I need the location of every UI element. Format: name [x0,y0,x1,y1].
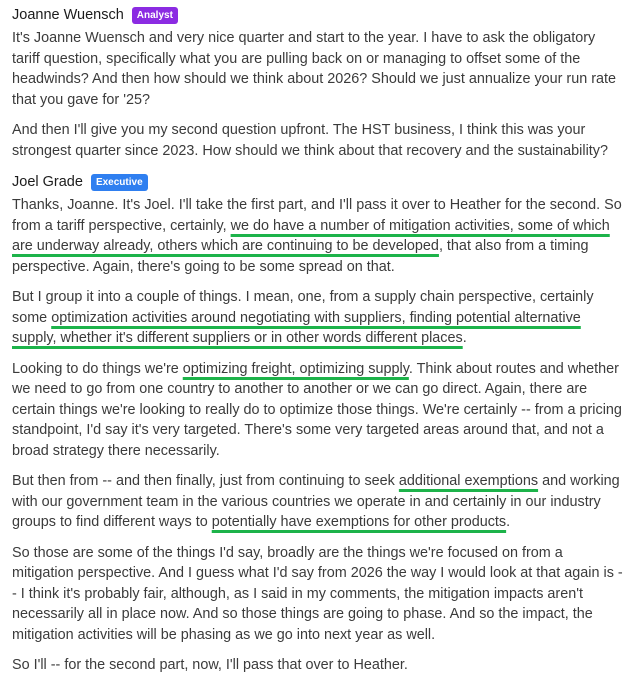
paragraph: So I'll -- for the second part, now, I'll pass that over to Heather. [12,657,408,673]
speaker-name: Joel Grade [12,174,83,190]
text-run: Thanks, Joanne. It's Joel. I'll take the first part, and I'll pass it over to Heather for the second. So from a tariff perspective, certainly, [12,197,622,234]
paragraph: It's Joanne Wuensch and very nice quarter and start to the year. I have to ask the obligatory tariff question, specifically what you are pulling back on or managing to offset some of the headwinds? And then how should we think about 2026? Should we just annualize your run rate that you gave for '25? [12,30,617,108]
paragraph: And then I'll give you my second question upfront. The HST business, I think this was your strongest quarter since 2023. How should we think about that recovery and the sustainability? [12,122,608,159]
paragraph: So those are some of the things I'd say, broadly are the things we're focused on from a mitigation perspective. And I guess what I'd say from 2026 the way I would look at that again is -- I think it's probably fair, although, as I said in my comments, the mitigation impacts aren't necessarily all in place now. And so those things are going to phase. And so the impact, the mitigation activities will be phasing as we go into next year as well. [12,544,623,643]
text-run: . [462,330,467,346]
paragraph [12,359,624,462]
text-run: , that also from a timing perspective. Again, there's going to be some spread on that. [12,238,589,275]
speaker-block-analyst [12,4,624,161]
role-badge: Analyst [132,7,178,24]
text-run: . [506,514,511,530]
speaker-block-executive [12,171,624,676]
paragraph [12,195,624,277]
paragraph [12,287,624,349]
speaker-name: Joanne Wuensch [12,7,124,23]
highlight-underline: optimization activities around negotiating with suppliers, finding potential alternative supply, whether it's different suppliers or in other words different places [12,309,581,346]
text-run: and working with our government team in the various countries we operate in and certainly in our industry groups to find different ways to [12,473,620,530]
text-run: But I group it into a couple of things. I mean, one, from a supply chain perspective, certainly some [12,289,594,326]
highlight-underline: we do have a number of mitigation activities, some of which are underway already, others which are continuing to be developed [12,217,610,254]
text-run: But then from -- and then finally, just from continuing to seek [12,473,399,489]
speaker-header [12,171,624,193]
highlight-underline: optimizing freight, optimizing supply [182,360,409,377]
paragraph [12,471,624,533]
highlight-underline: potentially have exemptions for other products [211,514,507,530]
speaker-header [12,4,624,26]
text-run: . Think about routes and whether we need to go from one country to another to another or we can go direct. Again, there are certain things we're looking to really do to optimize those things. We're certainly -- from a pricing standpoint, I'd say it's very targeted. There's some very targeted areas around that, and not a broad strategy there necessarily. [12,360,622,459]
text-run: Looking to do things we're [12,360,183,377]
highlight-underline: additional exemptions [398,473,539,489]
role-badge: Executive [91,174,148,191]
